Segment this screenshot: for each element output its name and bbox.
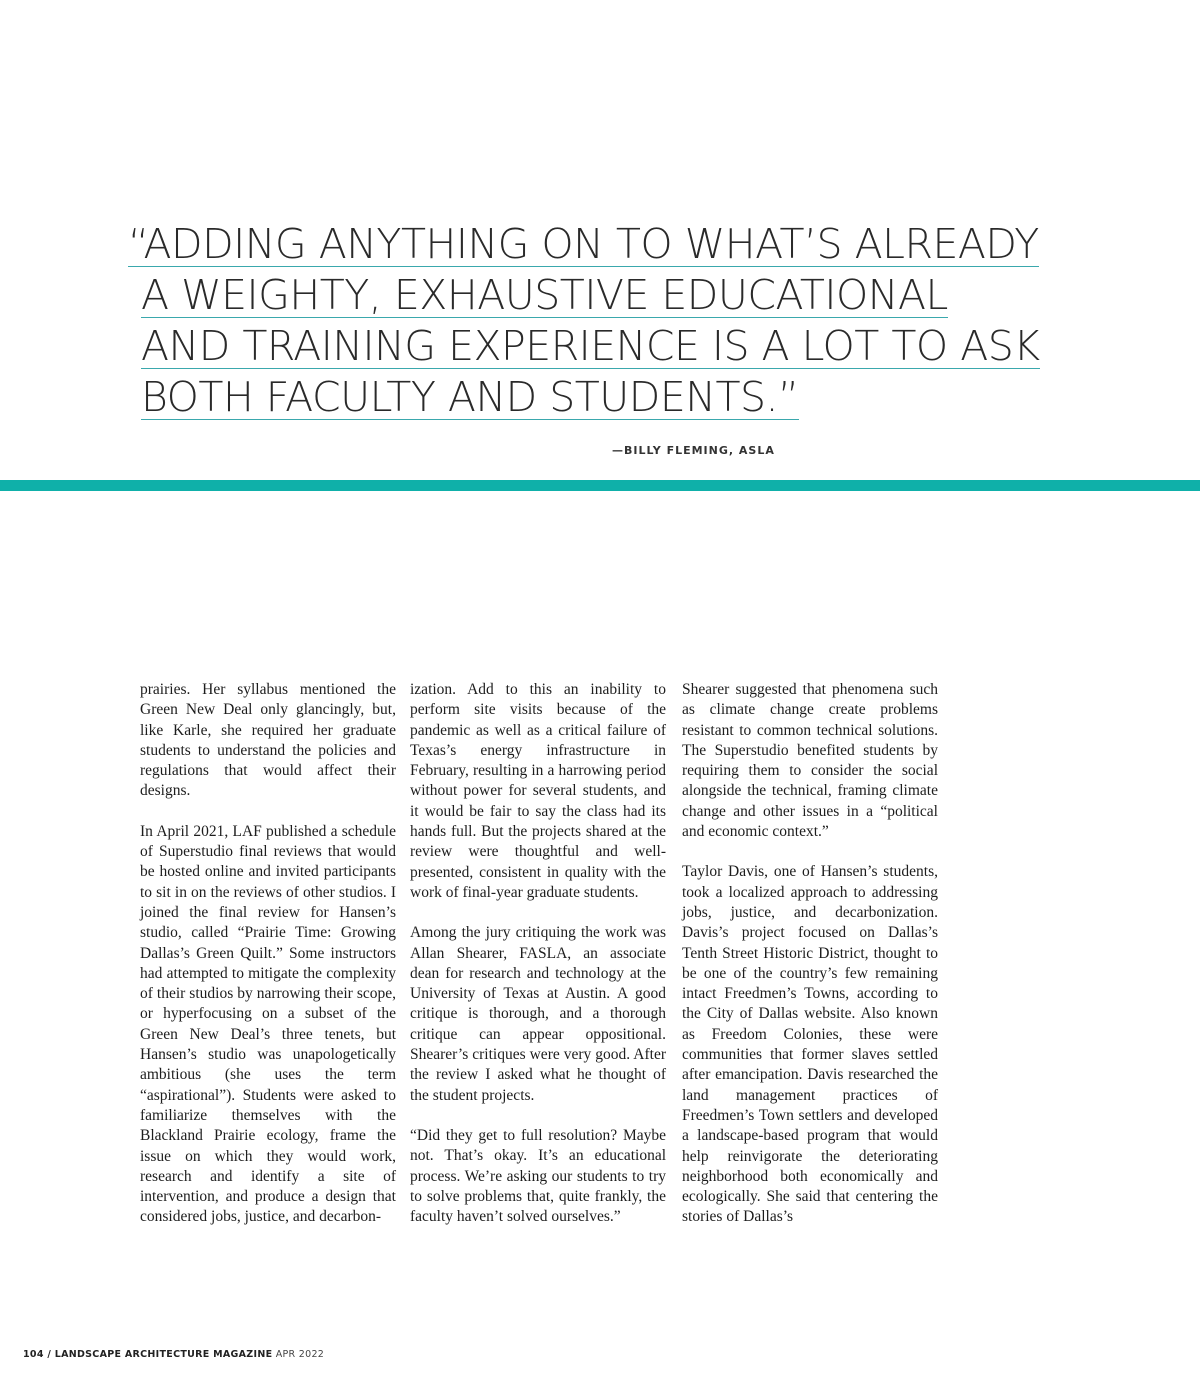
article-paragraph: “Did they get to full resolution? Maybe not. That’s okay. It’s an educational process. We’re asking our students to try to solve problems that, quite frankly, the faculty haven’t solved ourselves.” — [410, 1126, 666, 1226]
page-footer — [23, 1349, 324, 1360]
article-paragraph: In April 2021, LAF published a schedule of Superstudio final reviews that would be hosted online and invited participants to sit in on the reviews of other studios. I joined the final review for Hansen’s studio, called “Prairie Time: Growing Dallas’s Green Quilt.” Some instructors had attempted to mitigate the complexity of their studios by narrowing their scope, or hyperfocusing on a subset of the Green New Deal’s three tenets, but Hansen’s studio was unapologetically ambitious (she uses the term “aspirational”). Students were asked to familiarize themselves with the Blackland Prairie ecology, frame the issue on which they would work, research and identify a site of intervention, and produce a design that considered jobs, justice, and decarbon- — [140, 822, 396, 1226]
article-column-1 — [140, 680, 396, 1248]
article-paragraph: prairies. Her syllabus mentioned the Green New Deal only glancingly, but, like Karle, she required her graduate students to understand the policies and regulations that would affect their designs. — [140, 681, 396, 800]
issue-date: APR 2022 — [275, 1349, 325, 1360]
article-paragraph: Among the jury critiquing the work was Allan Shearer, FASLA, an associate dean for research and technology at the University of Texas at Austin. A good critique is thorough, and a thorough critique can appear oppositional. Shearer’s critiques were very good. After the review I asked what he thought of the student projects. — [410, 924, 666, 1104]
article-paragraph: Shearer suggested that phenomena such as climate change create problems resistant to common technical solutions. The Superstudio benefited students by requiring them to consider the social alongside the technical, framing climate change and other issues in a “political and economic context.” — [682, 681, 938, 841]
pull-quote-attribution: —BILLY FLEMING, ASLA — [612, 444, 775, 457]
pull-quote-line: BOTH FACULTY AND STUDENTS.” — [141, 373, 799, 421]
pull-quote-line: “ADDING ANYTHING ON TO WHAT’S ALREADY — [128, 220, 1039, 268]
article-paragraph: ization. Add to this an inability to perform site visits because of the pandemic as well as a critical failure of Texas’s energy infrastructure in February, resulting in a harrowing period without power for several students, and it would be fair to say the class had its hands full. But the projects shared at the review were thoughtful and well-presented, consistent in quality with the work of final-year graduate students. — [410, 681, 666, 901]
section-divider — [0, 480, 1200, 491]
article-column-2 — [410, 680, 666, 1247]
article-paragraph: Taylor Davis, one of Hansen’s students, took a localized approach to addressing jobs, justice, and decarbonization. Davis’s project focused on Dallas’s Tenth Street Historic District, thought to be one of the country’s few remaining intact Freedmen’s Towns, according to the City of Dallas website. Also known as Freedom Colonies, these were communities that former slaves settled after emancipation. Davis researched the land management practices of Freedmen’s Town settlers and developed a landscape-based program that would help reinvigorate the deteriorating neighborhood both economically and ecologically. She said that centering the stories of Dallas’s — [682, 863, 938, 1226]
folio: 104 / LANDSCAPE ARCHITECTURE MAGAZINE — [23, 1349, 273, 1360]
pull-quote — [128, 222, 1048, 426]
article-column-3 — [682, 680, 938, 1248]
pull-quote-line: AND TRAINING EXPERIENCE IS A LOT TO ASK — [141, 322, 1040, 370]
pull-quote-line: A WEIGHTY, EXHAUSTIVE EDUCATIONAL — [141, 271, 948, 319]
